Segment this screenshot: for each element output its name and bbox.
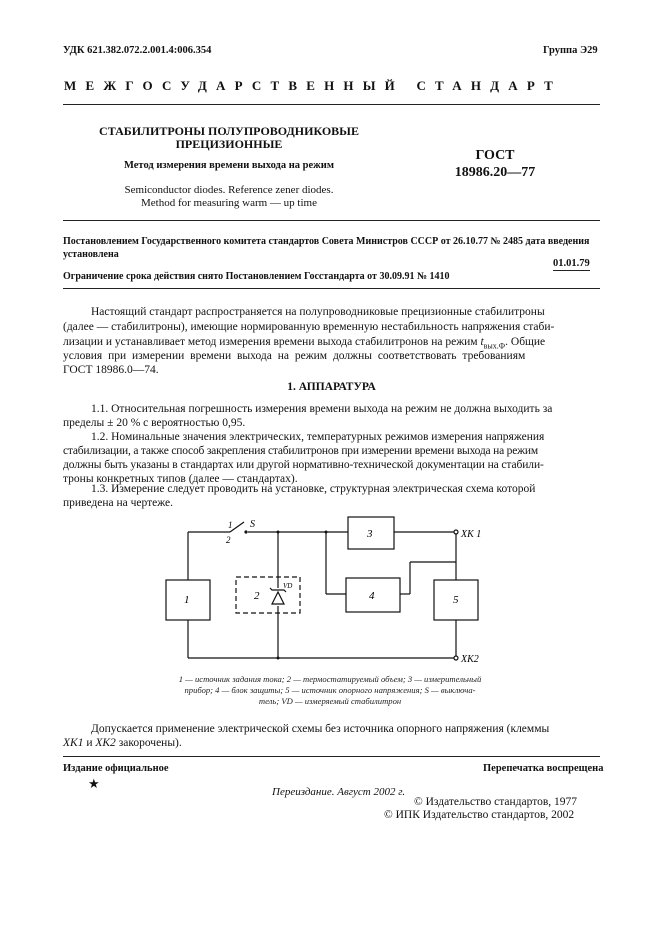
circuit-diagram xyxy=(150,510,530,675)
decree-rule xyxy=(63,288,600,289)
block-3-label: 3 xyxy=(367,528,373,540)
page-title xyxy=(70,125,388,151)
note-end: закорочены). xyxy=(115,737,182,749)
note-conjunction: и xyxy=(83,737,96,749)
caption-line-2: прибор; 4 — блок защиты; 5 — источник опорного напряжения; S — выключа- xyxy=(184,685,476,695)
intro-line-2: (далее — стабилитроны), имеющие нормированную временную нестабильность напряжения стаби- xyxy=(63,321,555,333)
switch-label: S xyxy=(250,519,255,530)
group-code: Группа Э29 xyxy=(543,45,598,56)
star-icon: ★ xyxy=(88,776,100,791)
udk-code: УДК 621.382.072.2.001.4:006.354 xyxy=(63,45,212,56)
terminal-xk1-icon xyxy=(454,530,458,534)
diagram-caption xyxy=(150,674,510,707)
junction-dot xyxy=(277,657,280,660)
caption-line-1: 1 — источник задания тока; 2 — термостатируемый объем; 3 — измерительный xyxy=(178,674,482,684)
section-heading: 1. АППАРАТУРА xyxy=(287,381,376,393)
caption-line-3: тель; VD — измеряемый стабилитрон xyxy=(258,696,402,706)
terminal-xk2-icon xyxy=(454,656,458,660)
top-rule xyxy=(63,104,600,105)
english-title-line-2: Method for measuring warm — up time xyxy=(141,197,317,209)
terminal-xk1-ref: XK1 xyxy=(63,737,84,749)
time-subscript: вых.Ф xyxy=(483,341,506,351)
zener-diode-icon xyxy=(272,592,284,604)
p1-line-2: пределы ± 20 % с вероятностью 0,95. xyxy=(63,417,246,429)
reissue-note: Переиздание. Август 2002 г. xyxy=(272,786,406,798)
intro-line-1: Настоящий стандарт распространяется на полупроводниковые прецизионные стабилитроны xyxy=(91,306,545,318)
junction-dot xyxy=(325,531,328,534)
note-line-1: Допускается применение электрической схемы без источника опорного напряжения (клеммы xyxy=(91,723,550,735)
subtitle: Метод измерения времени выхода на режим xyxy=(124,160,334,171)
intro-line-3-text: лизации и устанавливает метод измерения времени выхода стабилитронов на режим xyxy=(63,336,481,348)
gost-label-text: ГОСТ xyxy=(475,148,515,163)
title-rule xyxy=(63,220,600,221)
block-5-label: 5 xyxy=(453,594,459,606)
vd-label: VD xyxy=(283,582,293,590)
copyright-2002: © ИПК Издательство стандартов, 2002 xyxy=(384,809,575,821)
p2-line-1: 1.2. Номинальные значения электрических, температурных режимов измерения напряжения xyxy=(91,431,545,443)
terminal-xk2-label: XK2 xyxy=(461,654,479,665)
copyright-1977: © Издательство стандартов, 1977 xyxy=(414,796,578,808)
gost-number: 18986.20—77 xyxy=(454,165,536,180)
footer-rule xyxy=(63,756,600,757)
p2-line-2: стабилизации, а также способ закрепления стабилитронов при измерении времени выхода на режим xyxy=(63,445,538,457)
switch-pos-1: 1 xyxy=(228,520,233,530)
terminal-xk2-ref: XK2 xyxy=(95,737,116,749)
time-symbol: t xyxy=(480,336,484,348)
limit-text: Ограничение срока действия снято Постановлением Госстандарта от 30.09.91 № 1410 xyxy=(63,271,450,282)
effective-date: 01.01.79 xyxy=(553,258,590,269)
intro-line-4: условия при измерении времени выхода на режим должны соответствовать требованиям xyxy=(63,350,526,362)
block-2-label: 2 xyxy=(254,590,260,602)
title-line-1: СТАБИЛИТРОНЫ ПОЛУПРОВОДНИКОВЫЕ xyxy=(99,124,359,138)
block-4-label: 4 xyxy=(369,590,375,602)
block-1-label: 1 xyxy=(184,594,190,606)
intro-line-5: ГОСТ 18986.0—74. xyxy=(63,364,159,376)
terminal-xk1-label: XK 1 xyxy=(461,529,482,540)
official-edition: Издание официальное xyxy=(63,763,169,774)
decree-line-1: Постановлением Государственного комитета стандартов Совета Министров СССР от 26.10.77 № 2485 дата введения xyxy=(63,236,590,247)
intro-line-3-end: . Общие xyxy=(505,336,546,348)
decree-text xyxy=(63,235,603,261)
p2-line-3: должны быть указаны в стандартах или другой нормативно-технической документации на стабили- xyxy=(63,459,544,471)
standard-banner: МЕЖГОСУДАРСТВЕННЫЙ СТАНДАРТ xyxy=(64,78,563,93)
note-line-2 xyxy=(63,736,182,750)
gost-label xyxy=(440,147,550,181)
p1-line-1: 1.1. Относительная погрешность измерения времени выхода на режим не должна выходить за xyxy=(91,403,553,415)
junction-dot xyxy=(277,531,280,534)
p3-line-1: 1.3. Измерение следует проводить на установке, структурная электрическая схема которой xyxy=(91,483,536,495)
p3-line-2: приведена на чертеже. xyxy=(63,497,173,509)
reprint-notice: Перепечатка воспрещена xyxy=(483,763,604,774)
switch-contact xyxy=(244,530,247,533)
switch-pos-2: 2 xyxy=(226,535,231,545)
title-line-2: ПРЕЦИЗИОННЫЕ xyxy=(175,137,283,151)
english-title xyxy=(70,184,388,210)
decree-line-2: установлена xyxy=(63,249,119,260)
p2-line-4: троны конкретных типов (далее — стандартах). xyxy=(63,473,298,485)
english-title-line-1: Semiconductor diodes. Reference zener diodes. xyxy=(124,184,334,196)
